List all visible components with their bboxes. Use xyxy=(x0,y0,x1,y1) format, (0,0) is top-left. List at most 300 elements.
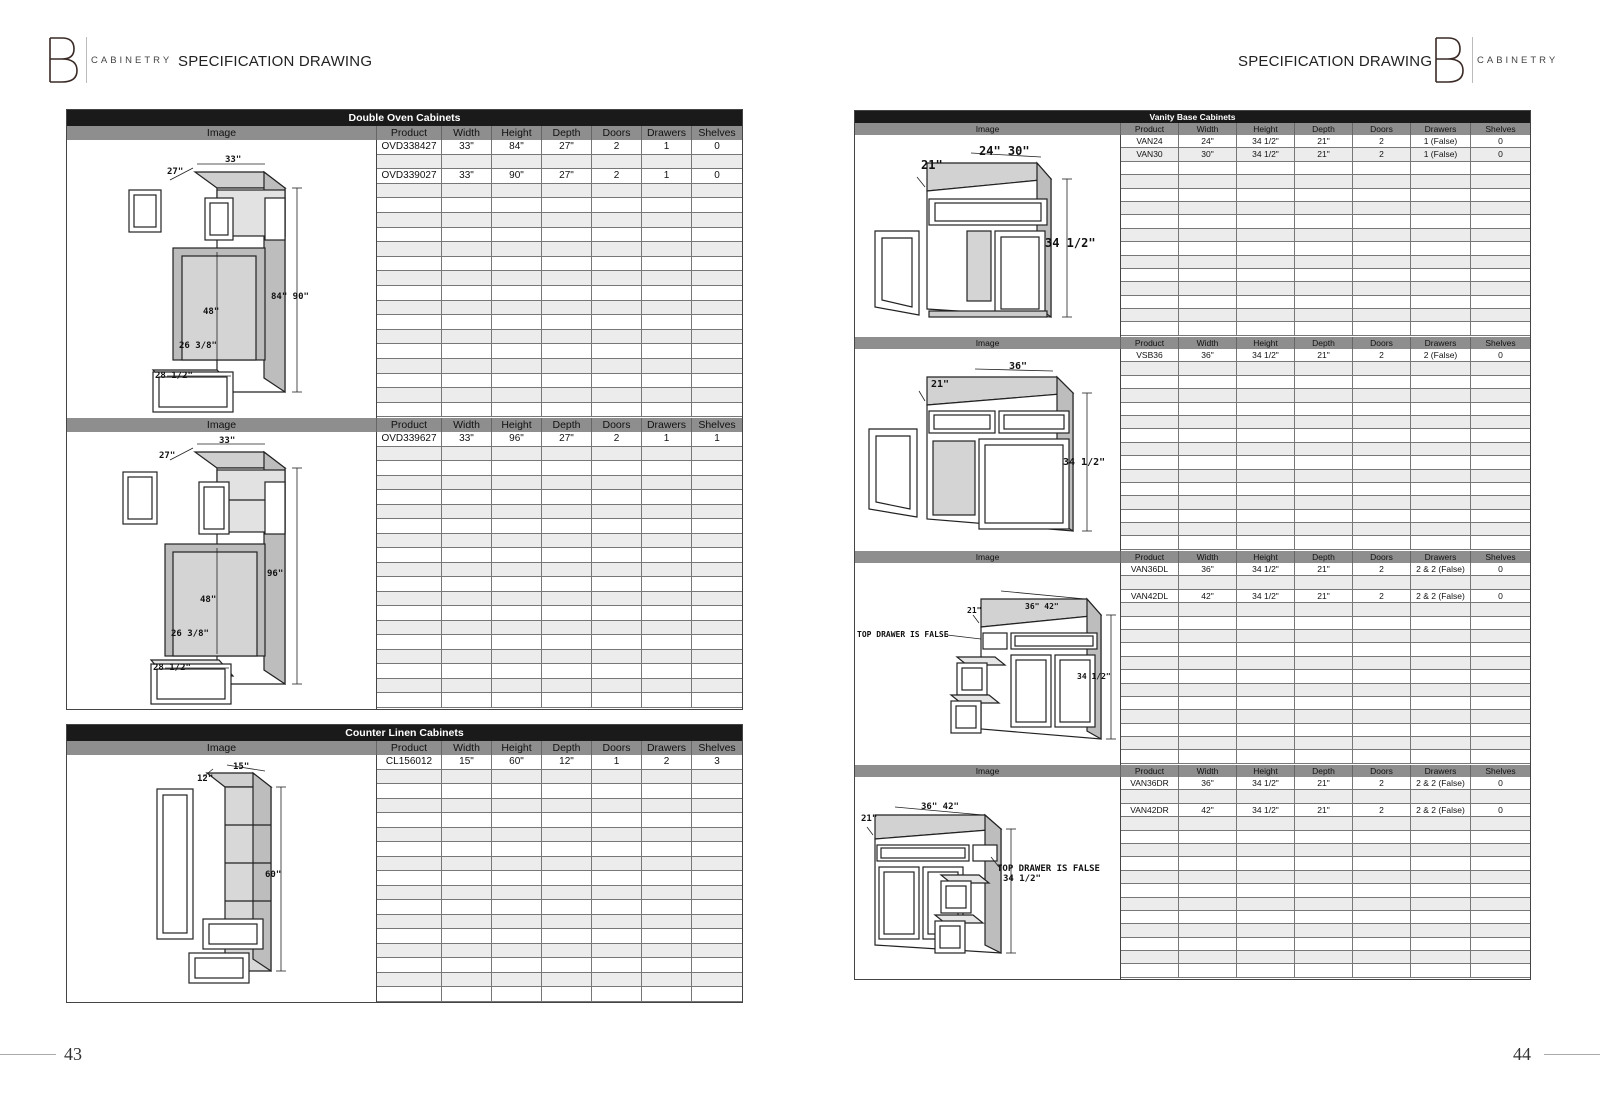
table-cell xyxy=(1353,724,1411,736)
table-cell xyxy=(1179,790,1237,802)
table-cell xyxy=(1179,376,1237,388)
table-cell xyxy=(642,577,692,591)
vanity-cabinet-drawing xyxy=(855,135,1121,337)
table-cell xyxy=(592,519,642,533)
table-cell xyxy=(542,813,592,827)
table-cell: 2 (False) xyxy=(1411,349,1471,361)
dim-height: 96" xyxy=(267,569,284,579)
table-cell xyxy=(1411,857,1471,869)
table-cell xyxy=(1121,938,1179,950)
column-header: Product xyxy=(1121,337,1179,349)
dim-oven-depth: 26 3/8" xyxy=(171,629,209,639)
table-cell xyxy=(442,344,492,358)
table-row xyxy=(1121,817,1530,830)
table-cell xyxy=(592,871,642,885)
table-cell xyxy=(1179,697,1237,709)
table-cell xyxy=(1121,389,1179,401)
table-row xyxy=(1121,790,1530,803)
table-row xyxy=(1121,603,1530,616)
table-cell xyxy=(1121,643,1179,655)
table-cell xyxy=(642,857,692,871)
dim-depth: 21" xyxy=(921,158,943,172)
table-cell xyxy=(642,635,692,649)
table-cell xyxy=(492,476,542,490)
table-cell xyxy=(642,184,692,198)
table-cell xyxy=(542,286,592,300)
table-cell xyxy=(692,388,742,402)
table-cell xyxy=(592,828,642,842)
table-row xyxy=(1121,898,1530,911)
table-cell xyxy=(442,664,492,678)
column-header-row xyxy=(67,418,742,432)
table-cell xyxy=(692,301,742,315)
table-cell xyxy=(642,213,692,227)
column-header-row xyxy=(855,551,1530,563)
table-cell xyxy=(1237,416,1295,428)
table-cell xyxy=(1471,951,1530,963)
table-cell xyxy=(642,621,692,635)
vanity-drawers-right-drawing xyxy=(855,777,1121,979)
table-row xyxy=(1121,496,1530,509)
table-cell xyxy=(1121,871,1179,883)
table-cell xyxy=(592,592,642,606)
table-row xyxy=(377,344,742,359)
table-cell: 0 xyxy=(714,141,720,152)
table-cell xyxy=(542,871,592,885)
table-row xyxy=(1121,483,1530,496)
table-cell xyxy=(1179,657,1237,669)
table-cell xyxy=(1237,456,1295,468)
table-cell xyxy=(1295,483,1353,495)
table-cell: 1 (False) xyxy=(1411,148,1471,160)
table-cell xyxy=(1179,871,1237,883)
table-cell xyxy=(442,461,492,475)
table-cell xyxy=(1295,657,1353,669)
table-cell xyxy=(1295,282,1353,294)
table-cell xyxy=(442,374,492,388)
table-cell xyxy=(377,664,442,678)
table-cell xyxy=(692,958,742,972)
table-cell xyxy=(1237,429,1295,441)
table-cell xyxy=(442,635,492,649)
table-cell xyxy=(1471,630,1530,642)
table-cell xyxy=(592,693,642,707)
table-cell xyxy=(1121,844,1179,856)
table-cell xyxy=(1353,871,1411,883)
spec-rows xyxy=(1121,563,1530,765)
table-cell: 2 & 2 (False) xyxy=(1411,804,1471,816)
table-cell xyxy=(492,344,542,358)
table-cell xyxy=(377,155,442,169)
table-cell xyxy=(1295,175,1353,187)
table-cell xyxy=(1295,938,1353,950)
table-row xyxy=(1121,911,1530,924)
table-cell xyxy=(1179,429,1237,441)
table-row xyxy=(1121,590,1530,603)
column-header: Image xyxy=(855,123,1121,135)
table-cell: 21" xyxy=(1295,777,1353,789)
column-header: Product xyxy=(1121,551,1179,563)
dim-depth: 27" xyxy=(167,167,184,177)
table-cell xyxy=(692,915,742,929)
table-cell xyxy=(377,592,442,606)
table-row xyxy=(377,374,742,389)
table-cell: 34 1/2" xyxy=(1237,349,1295,361)
table-cell xyxy=(442,679,492,693)
table-cell: 2 xyxy=(592,169,642,183)
table-cell xyxy=(442,915,492,929)
table-cell xyxy=(1353,697,1411,709)
table-cell xyxy=(642,519,692,533)
false-drawer-note: TOP DRAWER IS FALSE xyxy=(997,864,1100,874)
table-cell xyxy=(492,915,542,929)
table-cell xyxy=(592,228,642,242)
spec-rows xyxy=(377,140,742,418)
table-cell: 21" xyxy=(1295,349,1353,361)
table-cell xyxy=(1237,924,1295,936)
table-cell xyxy=(442,490,492,504)
table-cell xyxy=(642,813,692,827)
table-row xyxy=(377,359,742,374)
table-cell xyxy=(1295,242,1353,254)
table-cell xyxy=(1295,309,1353,321)
table-cell xyxy=(1471,884,1530,896)
table-cell xyxy=(1353,884,1411,896)
table-cell xyxy=(1295,403,1353,415)
table-cell xyxy=(1179,403,1237,415)
table-cell xyxy=(1295,215,1353,227)
table-row xyxy=(377,929,742,944)
table-cell xyxy=(1295,429,1353,441)
table-cell: 21" xyxy=(1295,148,1353,160)
column-header: Shelves xyxy=(698,419,736,431)
table-cell xyxy=(1353,630,1411,642)
table-cell xyxy=(592,664,642,678)
table-cell xyxy=(1353,911,1411,923)
table-row xyxy=(377,900,742,915)
table-cell xyxy=(1411,483,1471,495)
table-cell xyxy=(492,929,542,943)
table-cell xyxy=(492,828,542,842)
table-cell xyxy=(542,929,592,943)
table-cell xyxy=(542,770,592,784)
table-cell xyxy=(1121,684,1179,696)
table-cell xyxy=(642,490,692,504)
table-cell: VAN24 xyxy=(1121,135,1179,147)
table-cell xyxy=(377,799,442,813)
table-cell xyxy=(1237,710,1295,722)
table-cell xyxy=(492,155,542,169)
table-cell xyxy=(692,548,742,562)
table-row xyxy=(1121,269,1530,282)
table-cell xyxy=(377,242,442,256)
table-cell xyxy=(642,198,692,212)
dim-width: 33" xyxy=(225,155,242,165)
table-cell xyxy=(1353,403,1411,415)
table-cell xyxy=(1411,175,1471,187)
table-cell: 21" xyxy=(1295,590,1353,602)
table-row xyxy=(1121,456,1530,469)
table-cell xyxy=(1471,389,1530,401)
table-cell xyxy=(692,271,742,285)
table-cell xyxy=(1411,309,1471,321)
table-cell xyxy=(1295,229,1353,241)
table-cell xyxy=(542,857,592,871)
table-cell xyxy=(592,315,642,329)
table-cell xyxy=(642,784,692,798)
table-cell xyxy=(442,519,492,533)
table-cell xyxy=(377,315,442,329)
table-cell xyxy=(1295,831,1353,843)
dim-depth: 12" xyxy=(197,774,214,784)
table-cell xyxy=(492,679,542,693)
table-cell xyxy=(1411,643,1471,655)
table-cell xyxy=(377,679,442,693)
table-cell xyxy=(642,548,692,562)
table-cell xyxy=(377,519,442,533)
table-cell xyxy=(542,606,592,620)
table-cell xyxy=(642,271,692,285)
table-cell xyxy=(1237,523,1295,535)
table-cell xyxy=(1179,831,1237,843)
column-header: Drawers xyxy=(1411,551,1471,563)
table-cell xyxy=(492,359,542,373)
table-cell xyxy=(1121,416,1179,428)
column-header: Height xyxy=(492,741,542,755)
table-cell xyxy=(1411,470,1471,482)
table-cell xyxy=(1411,724,1471,736)
table-cell xyxy=(377,476,442,490)
table-cell xyxy=(1237,376,1295,388)
footer-rule-right xyxy=(1544,1054,1600,1055)
table-cell xyxy=(1353,309,1411,321)
table-cell xyxy=(1237,576,1295,588)
table-cell: 15" xyxy=(442,755,492,769)
vanity-sink-base-drawing xyxy=(855,349,1121,551)
table-cell xyxy=(1237,697,1295,709)
table-cell: 42" xyxy=(1179,590,1237,602)
table-cell: 2 & 2 (False) xyxy=(1411,563,1471,575)
table-cell xyxy=(542,344,592,358)
table-cell xyxy=(542,213,592,227)
table-cell xyxy=(1295,630,1353,642)
table-cell xyxy=(642,886,692,900)
table-cell: 0 xyxy=(1498,564,1503,574)
spec-rows xyxy=(377,755,742,1002)
table-cell xyxy=(492,592,542,606)
column-header-row xyxy=(855,337,1530,349)
table-cell xyxy=(592,621,642,635)
table-cell xyxy=(1121,576,1179,588)
table-row xyxy=(1121,510,1530,523)
table-cell xyxy=(642,799,692,813)
dim-depth: 21" xyxy=(861,814,878,824)
table-cell xyxy=(377,184,442,198)
table-cell xyxy=(1237,603,1295,615)
table-row xyxy=(377,169,742,184)
table-row xyxy=(1121,202,1530,215)
table-cell: 0 xyxy=(1498,350,1503,360)
table-cell xyxy=(1411,189,1471,201)
table-cell xyxy=(1121,175,1179,187)
table-row xyxy=(1121,403,1530,416)
table-cell xyxy=(642,374,692,388)
table-cell xyxy=(377,403,442,417)
table-row xyxy=(1121,724,1530,737)
table-cell xyxy=(1179,617,1237,629)
table-row xyxy=(1121,242,1530,255)
table-cell xyxy=(692,213,742,227)
table-cell xyxy=(692,184,742,198)
table-cell: 0 xyxy=(714,170,720,182)
table-cell xyxy=(1237,657,1295,669)
table-cell xyxy=(1295,202,1353,214)
table-cell xyxy=(592,987,642,1001)
table-row xyxy=(1121,710,1530,723)
table-cell xyxy=(542,476,592,490)
table-cell xyxy=(1295,256,1353,268)
table-cell xyxy=(1471,684,1530,696)
table-cell xyxy=(542,973,592,987)
table-cell xyxy=(642,505,692,519)
table-cell xyxy=(1353,576,1411,588)
table-cell xyxy=(1411,737,1471,749)
table-cell xyxy=(692,813,742,827)
table-cell xyxy=(377,987,442,1001)
table-row xyxy=(377,286,742,301)
table-cell xyxy=(542,519,592,533)
table-cell xyxy=(1179,576,1237,588)
table-cell xyxy=(1121,456,1179,468)
table-cell xyxy=(1121,536,1179,548)
table-cell xyxy=(377,650,442,664)
table-cell xyxy=(1121,911,1179,923)
column-header: Image xyxy=(67,741,377,755)
column-header: Doors xyxy=(592,418,642,432)
dim-depth: 21" xyxy=(931,379,950,390)
table-cell xyxy=(1411,844,1471,856)
table-cell xyxy=(642,606,692,620)
table-cell xyxy=(377,944,442,958)
table-cell xyxy=(1121,269,1179,281)
table-row xyxy=(1121,951,1530,964)
column-header: Shelves xyxy=(698,742,736,754)
table-cell xyxy=(442,184,492,198)
table-cell xyxy=(542,563,592,577)
table-cell: 2 & 2 (False) xyxy=(1411,777,1471,789)
table-section xyxy=(67,741,742,1002)
cabinet-drawing-cell xyxy=(67,140,377,418)
table-cell xyxy=(1179,175,1237,187)
table-cell xyxy=(692,359,742,373)
table-cell xyxy=(442,213,492,227)
table-cell xyxy=(1411,898,1471,910)
table-cell xyxy=(492,330,542,344)
table-cell xyxy=(377,198,442,212)
table-cell xyxy=(1411,884,1471,896)
table-cell: 27" xyxy=(542,140,592,154)
table-cell xyxy=(542,257,592,271)
column-header: Shelves xyxy=(1485,766,1516,776)
table-cell xyxy=(492,871,542,885)
table-cell xyxy=(1121,242,1179,254)
table-cell: 2 xyxy=(642,755,692,769)
table-cell xyxy=(692,403,742,417)
column-header: Doors xyxy=(1353,337,1411,349)
column-header: Drawers xyxy=(642,126,692,140)
table-cell xyxy=(492,886,542,900)
table-cell xyxy=(542,447,592,461)
table-cell xyxy=(1179,189,1237,201)
table-row xyxy=(1121,429,1530,442)
table-cell xyxy=(377,635,442,649)
table-cell xyxy=(542,403,592,417)
table-cell xyxy=(692,871,742,885)
table-cell xyxy=(377,330,442,344)
table-cell: 33" xyxy=(442,140,492,154)
table-cell: 34 1/2" xyxy=(1237,804,1295,816)
column-header: Drawers xyxy=(1411,337,1471,349)
table-cell xyxy=(1295,737,1353,749)
table-cell xyxy=(692,606,742,620)
table-cell xyxy=(1295,684,1353,696)
column-header: Image xyxy=(855,337,1121,349)
table-cell xyxy=(1179,510,1237,522)
table-cell xyxy=(592,534,642,548)
table-cell: VAN36DL xyxy=(1121,563,1179,575)
column-header: Shelves xyxy=(1485,338,1516,348)
table-cell: 0 xyxy=(1498,804,1503,815)
table-cell xyxy=(1471,256,1530,268)
table-cell xyxy=(1353,817,1411,829)
table-row xyxy=(377,505,742,520)
table-row xyxy=(1121,523,1530,536)
table-cell xyxy=(542,987,592,1001)
table-cell: 84" xyxy=(492,140,542,154)
column-header: Image xyxy=(67,126,377,140)
table-cell xyxy=(1121,362,1179,374)
table-cell xyxy=(1411,670,1471,682)
table-cell xyxy=(1353,443,1411,455)
table-row xyxy=(1121,576,1530,589)
table-cell xyxy=(542,886,592,900)
table-cell xyxy=(442,330,492,344)
table-cell xyxy=(1237,831,1295,843)
table-cell xyxy=(1295,603,1353,615)
table-cell xyxy=(1471,242,1530,254)
table-cell xyxy=(377,344,442,358)
table-title: Vanity Base Cabinets xyxy=(855,111,1530,123)
table-cell xyxy=(1411,403,1471,415)
table-cell xyxy=(592,770,642,784)
table-cell xyxy=(1179,282,1237,294)
table-cell xyxy=(1237,630,1295,642)
table-cell xyxy=(1121,630,1179,642)
table-cell xyxy=(1471,964,1530,976)
table-cell xyxy=(542,198,592,212)
table-cell xyxy=(1411,871,1471,883)
table-cell xyxy=(692,461,742,475)
table-cell xyxy=(1295,871,1353,883)
table-cell xyxy=(692,857,742,871)
table-cell xyxy=(1121,737,1179,749)
table-cell xyxy=(492,213,542,227)
double-oven-cabinets-table xyxy=(66,109,743,710)
table-cell xyxy=(1411,202,1471,214)
table-cell xyxy=(592,359,642,373)
table-cell xyxy=(1179,911,1237,923)
table-cell xyxy=(442,886,492,900)
